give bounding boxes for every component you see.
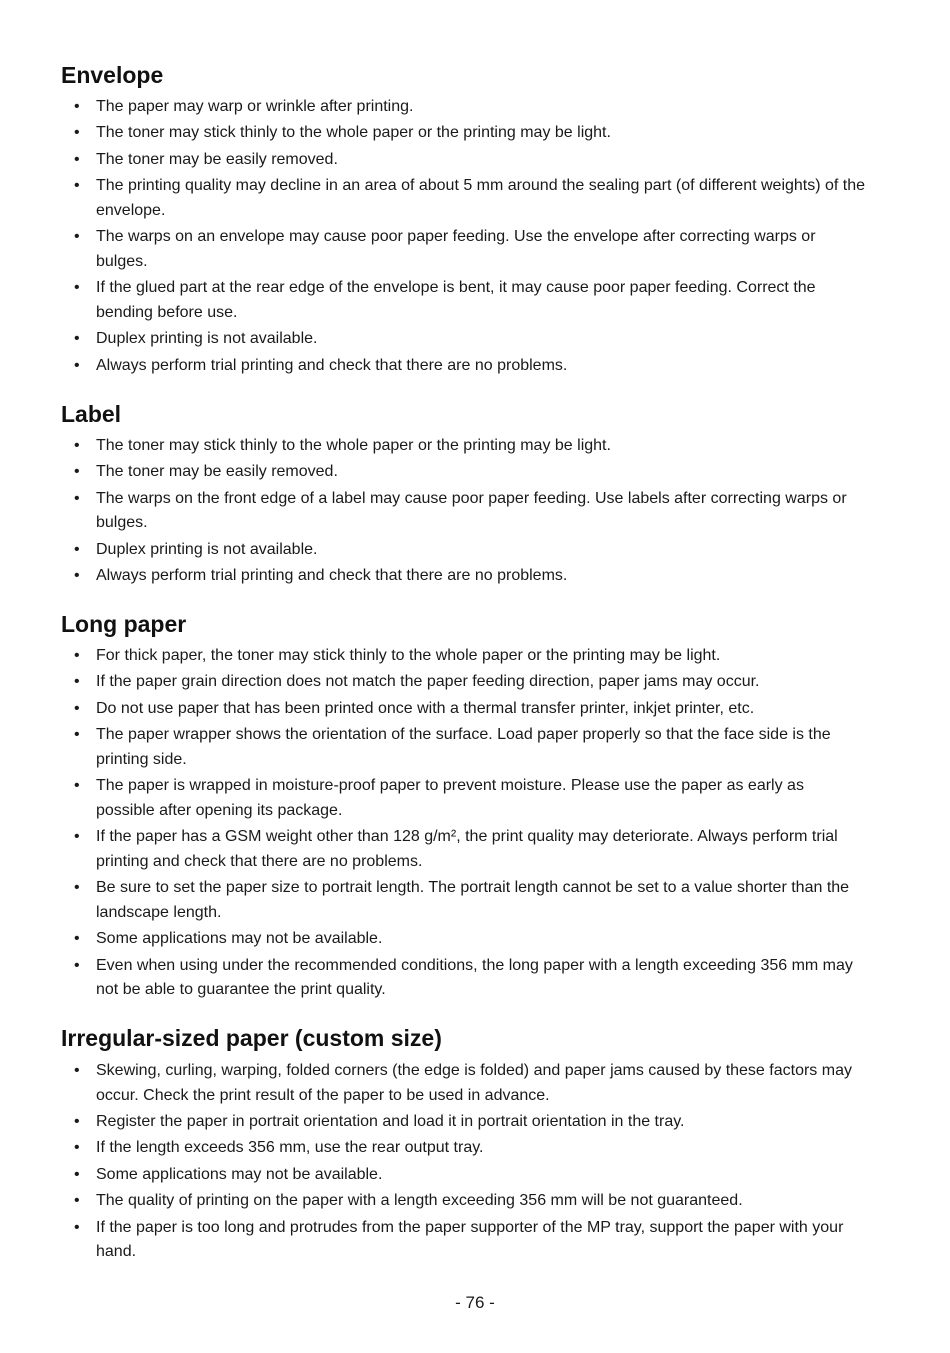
list-item-text: The toner may stick thinly to the whole paper or the printing may be light. [96, 437, 611, 454]
bullet-icon: • [74, 279, 80, 297]
list-item-text: The paper is wrapped in moisture-proof paper to prevent moisture. Please use the paper as early as possible after opening its package. [96, 777, 804, 819]
list-item-text: If the paper grain direction does not match the paper feeding direction, paper jams may occur. [96, 673, 760, 691]
bullet-icon: • [74, 463, 80, 481]
bullet-icon: • [74, 673, 80, 691]
bullet-icon: • [74, 177, 80, 195]
bullet-icon: • [74, 879, 80, 897]
list-item-text: Duplex printing is not available. [96, 330, 318, 348]
bullet-icon: • [74, 1112, 80, 1130]
list-item-text: Even when using under the recommended conditions, the long paper with a length exceeding 356 mm may not be able to guarantee the print quality. [96, 956, 853, 999]
bullet-icon: • [74, 150, 80, 168]
bullet-icon: • [74, 1218, 80, 1236]
list-item-text: The warps on the front edge of a label may cause poor paper feeding. Use labels after correcting warps or bulges. [96, 489, 847, 532]
list-item-text: The paper wrapper shows the orientation of the surface. Load paper properly so that the face side is the printing side. [96, 726, 831, 768]
list-item [0, 1136, 866, 1161]
bullet-icon: • [74, 124, 80, 142]
list-item-text: Always perform trial printing and check that there are no problems. [96, 356, 568, 374]
bullet-icon: • [74, 489, 80, 507]
list-item [0, 1216, 866, 1265]
bullet-icon: • [74, 356, 80, 374]
envelope-bullet-list [0, 95, 950, 380]
list-item [0, 460, 866, 485]
list-item [0, 954, 866, 1003]
bullet-icon: • [74, 98, 80, 115]
list-item-text: Duplex printing is not available. [96, 540, 318, 558]
list-item-text: The warps on an envelope may cause poor paper feeding. Use the envelope after correcting warps or bulges. [96, 228, 816, 270]
list-item [0, 354, 866, 379]
list-item-text: Some applications may not be available. [96, 930, 383, 948]
list-item [0, 723, 866, 772]
page-number: - 76 - [455, 1293, 495, 1312]
list-item [0, 1189, 866, 1214]
list-item-text: Always perform trial printing and check that there are no problems. [96, 567, 568, 585]
bullet-icon: • [74, 1165, 80, 1183]
list-item [0, 225, 866, 274]
section-heading-envelope: Envelope [61, 62, 164, 88]
long-paper-bullet-list [0, 644, 950, 1004]
list-item [0, 121, 866, 146]
list-item-text: Skewing, curling, warping, folded corners (the edge is folded) and paper jams caused by these factors may occur. Check the print result of the paper to be used in advance. [96, 1062, 852, 1104]
list-item-text: The toner may stick thinly to the whole paper or the printing may be light. [96, 124, 611, 142]
list-item-text: Do not use paper that has been printed once with a thermal transfer printer, inkjet printer, etc. [96, 699, 755, 717]
list-item-text: The paper may warp or wrinkle after printing. [96, 98, 414, 115]
list-item [0, 670, 866, 695]
list-item-text: Be sure to set the paper size to portrait length. The portrait length cannot be set to a value shorter than the landscape length. [96, 879, 850, 921]
section-heading-label: Label [61, 401, 122, 427]
list-item [0, 876, 866, 925]
list-item-text: Register the paper in portrait orientation and load it in portrait orientation in the tray. [96, 1112, 685, 1130]
bullet-icon: • [74, 228, 80, 246]
bullet-icon: • [74, 437, 80, 454]
list-item [0, 927, 866, 952]
list-item-text: The toner may be easily removed. [96, 463, 338, 481]
list-item [0, 564, 866, 589]
bullet-icon: • [74, 956, 80, 974]
bullet-icon: • [74, 330, 80, 348]
bullet-icon: • [74, 540, 80, 558]
list-item [0, 825, 866, 874]
list-item [0, 1163, 866, 1188]
list-item-text: For thick paper, the toner may stick thinly to the whole paper or the printing may be light. [96, 647, 721, 664]
list-item-text: The toner may be easily removed. [96, 150, 338, 168]
list-item [0, 774, 866, 823]
section-heading-long-paper: Long paper [61, 611, 187, 637]
list-item-text: The quality of printing on the paper with a length exceeding 356 mm will be not guaranteed. [96, 1192, 743, 1210]
list-item [0, 487, 866, 536]
list-item [0, 1059, 866, 1108]
bullet-icon: • [74, 567, 80, 585]
list-item [0, 644, 866, 669]
list-item [0, 697, 866, 722]
section-heading-irregular-sized-paper: Irregular-sized paper (custom size) [61, 1025, 442, 1051]
list-item-text: Some applications may not be available. [96, 1165, 383, 1183]
list-item-text: The printing quality may decline in an area of about 5 mm around the sealing part (of different weights) of the envelope. [96, 177, 866, 219]
bullet-icon: • [74, 1192, 80, 1210]
bullet-icon: • [74, 930, 80, 948]
list-item [0, 174, 866, 223]
bullet-icon: • [74, 1062, 80, 1079]
list-item [0, 538, 866, 563]
bullet-icon: • [74, 699, 80, 717]
list-item-text: If the paper is too long and protrudes from the paper supporter of the MP tray, support the paper with your hand. [96, 1218, 844, 1261]
label-bullet-list [0, 434, 950, 591]
bullet-icon: • [74, 828, 80, 846]
list-item [0, 95, 866, 120]
bullet-icon: • [74, 777, 80, 795]
bullet-icon: • [74, 647, 80, 664]
list-item [0, 276, 866, 325]
list-item [0, 434, 866, 459]
list-item-text: If the glued part at the rear edge of the envelope is bent, it may cause poor paper feeding. Correct the bending before use. [96, 279, 816, 321]
list-item [0, 148, 866, 173]
list-item-text: If the paper has a GSM weight other than 128 g/m², the print quality may deteriorate. Always perform trial printing and check that there are no problems. [96, 828, 838, 870]
bullet-icon: • [74, 726, 80, 744]
list-item [0, 1110, 866, 1135]
list-item [0, 327, 866, 352]
list-item-text: If the length exceeds 356 mm, use the rear output tray. [96, 1139, 484, 1157]
bullet-icon: • [74, 1139, 80, 1157]
irregular-paper-bullet-list [0, 1059, 950, 1267]
